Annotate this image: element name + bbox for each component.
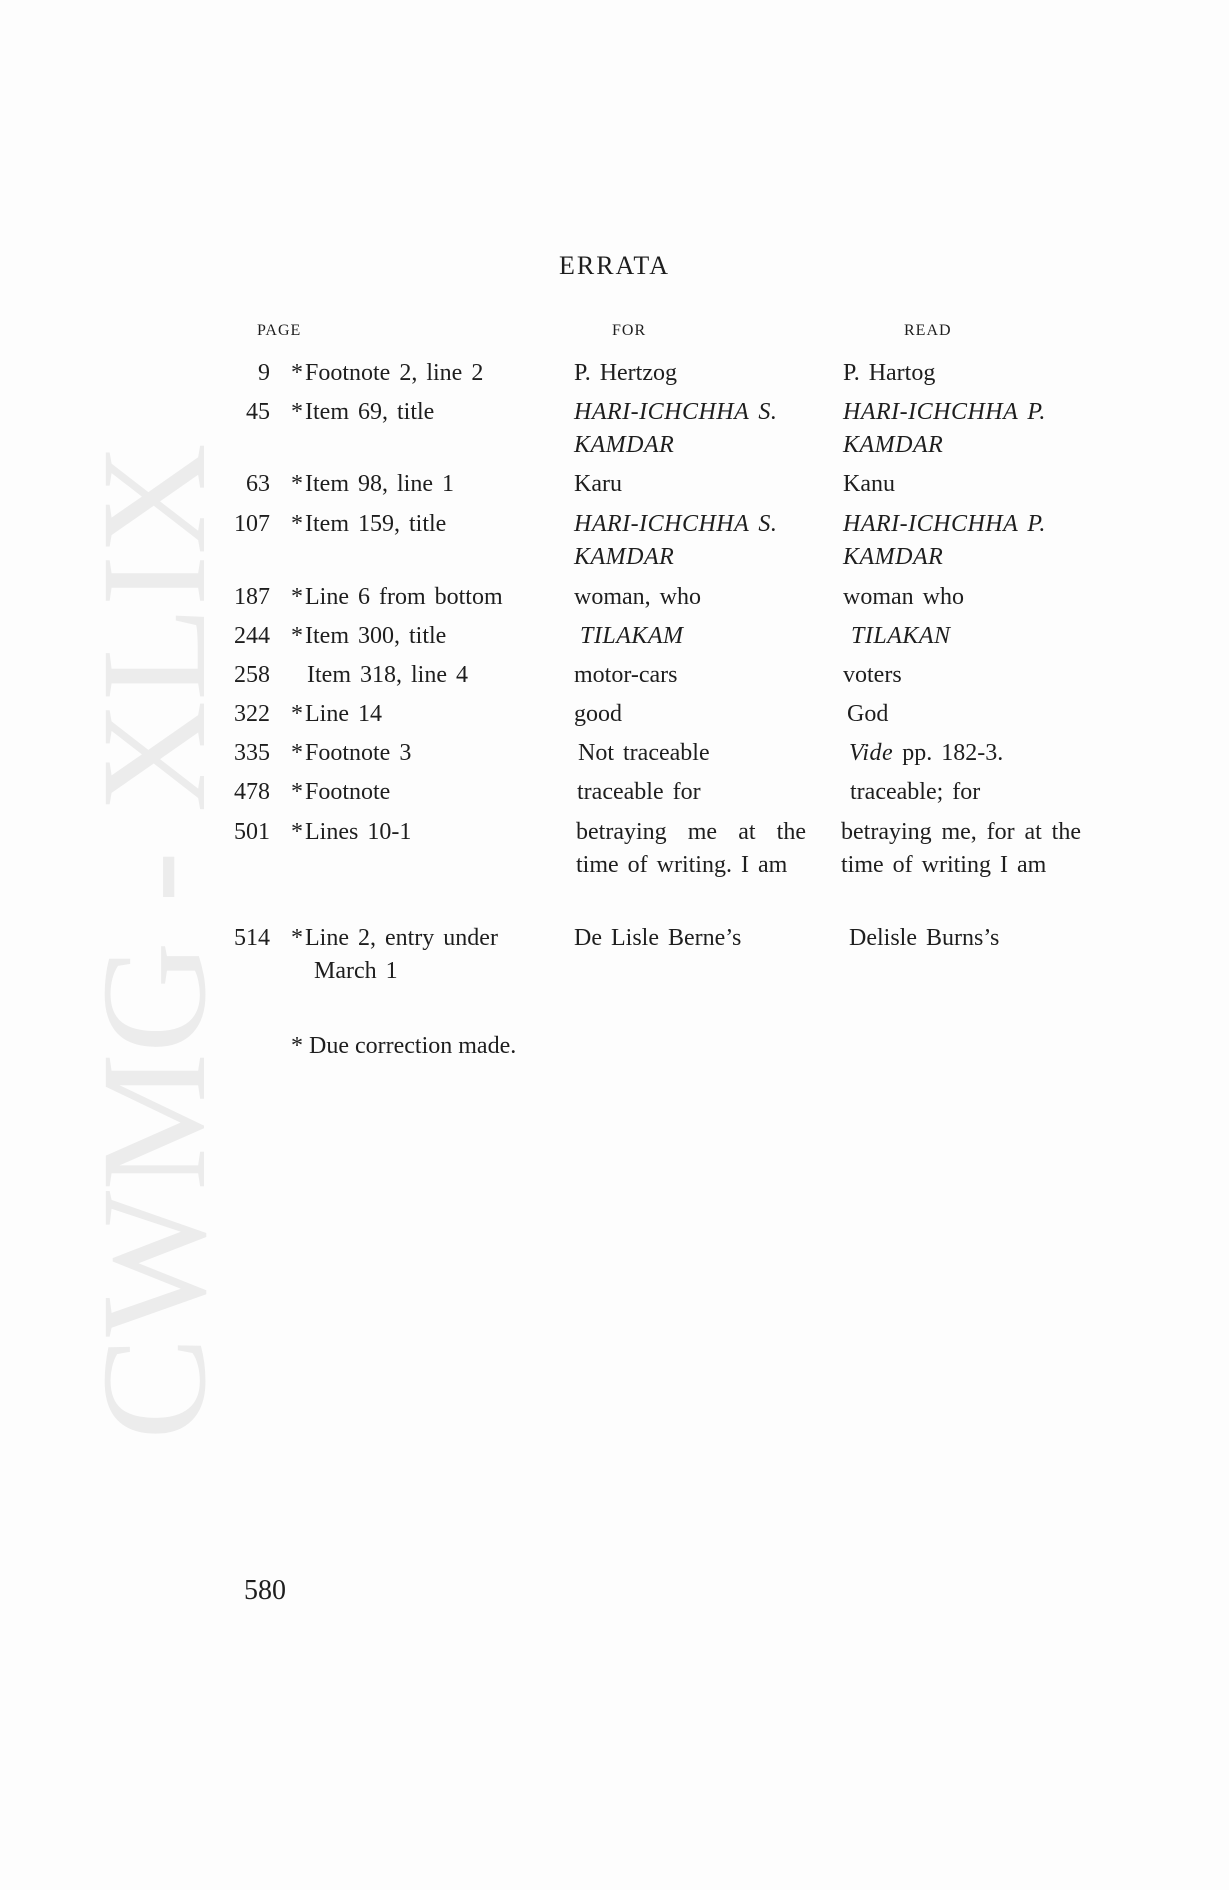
correction-marker: * (291, 399, 303, 425)
for-cell: betraying me at the time of writing. I am (576, 819, 806, 878)
location-cell (291, 581, 541, 614)
footnote: * Due correction made. (291, 1033, 517, 1059)
location-cell (291, 396, 541, 429)
location-continuation: March 1 (314, 958, 398, 984)
correction-marker: * (291, 511, 303, 537)
header-read: READ (904, 322, 952, 339)
correction-marker: * (291, 360, 303, 386)
location-text: Item 300, title (305, 623, 447, 649)
correction-marker: * (291, 471, 303, 497)
location-cell (291, 468, 541, 501)
for-cell: traceable for (577, 779, 701, 805)
page-cell: 107 (234, 511, 270, 537)
location-cell (291, 776, 541, 809)
page-cell: 258 (234, 662, 270, 688)
page-cell: 501 (234, 819, 270, 845)
page-cell: 335 (234, 740, 270, 766)
correction-marker: * (291, 740, 303, 766)
read-cell: God (847, 701, 889, 727)
read-cell: woman who (843, 584, 964, 610)
location-text: Item 98, line 1 (305, 471, 454, 497)
for-cell: Not traceable (578, 740, 710, 766)
correction-marker: * (291, 623, 303, 649)
page-number: 580 (244, 1575, 286, 1606)
correction-marker: * (291, 584, 303, 610)
correction-marker: * (291, 779, 303, 805)
correction-marker: * (291, 701, 303, 727)
location-cell (291, 508, 541, 541)
for-cell: woman, who (574, 584, 701, 610)
page-title: ERRATA (558, 251, 671, 280)
read-cell: HARI-ICHCHHA P. KAMDAR (843, 511, 1046, 570)
location-text: Item 318, line 4 (307, 662, 468, 688)
location-text: Line 14 (305, 701, 382, 727)
location-text: Item 159, title (305, 511, 447, 537)
read-cell: Kanu (843, 471, 895, 497)
read-cell: P. Hartog (843, 360, 936, 386)
for-cell: Karu (574, 471, 622, 497)
correction-marker: * (291, 819, 303, 845)
page-cell: 187 (234, 584, 270, 610)
read-cell: voters (843, 662, 902, 688)
location-cell (291, 620, 541, 653)
read-text: pp. 182-3. (902, 740, 1004, 766)
for-cell: TILAKAM (580, 623, 684, 649)
location-text: Line 6 from bottom (305, 584, 503, 610)
location-text: Item 69, title (305, 399, 435, 425)
for-cell: P. Hertzog (574, 360, 677, 386)
header-for: FOR (612, 322, 647, 339)
page-cell: 244 (234, 623, 270, 649)
location-text: Lines 10-1 (305, 819, 412, 845)
location-cell (291, 922, 541, 988)
read-cell: Delisle Burns’s (849, 925, 1000, 951)
for-cell: HARI-ICHCHHA S. KAMDAR (574, 511, 778, 570)
page-cell: 45 (246, 399, 270, 425)
header-page: PAGE (257, 322, 302, 339)
page-cell: 322 (234, 701, 270, 727)
read-cell: traceable; for (850, 779, 981, 805)
correction-marker: * (291, 925, 303, 951)
for-cell: good (574, 701, 622, 727)
location-text: Footnote 2, line 2 (305, 360, 484, 386)
location-cell (291, 737, 541, 770)
page-cell: 63 (246, 471, 270, 497)
for-cell: motor-cars (574, 662, 678, 688)
page-cell: 514 (234, 925, 270, 951)
watermark-text: CWMG - XLIX (71, 473, 237, 1440)
read-cell: betraying me, for at the time of writing I am (841, 819, 1081, 878)
read-italic: Vide (849, 740, 894, 766)
location-text: Line 2, entry under (305, 925, 498, 951)
page-cell: 9 (258, 360, 270, 386)
location-cell (291, 698, 541, 731)
location-text: Footnote (305, 779, 391, 805)
for-cell: De Lisle Berne’s (574, 925, 742, 951)
location-cell (291, 816, 541, 849)
location-cell (291, 357, 541, 390)
for-cell: HARI-ICHCHHA S. KAMDAR (574, 399, 778, 458)
read-cell (849, 737, 1089, 770)
read-cell: TILAKAN (851, 623, 951, 649)
location-cell (307, 659, 557, 692)
page-cell: 478 (234, 779, 270, 805)
read-cell: HARI-ICHCHHA P. KAMDAR (843, 399, 1046, 458)
location-text: Footnote 3 (305, 740, 412, 766)
